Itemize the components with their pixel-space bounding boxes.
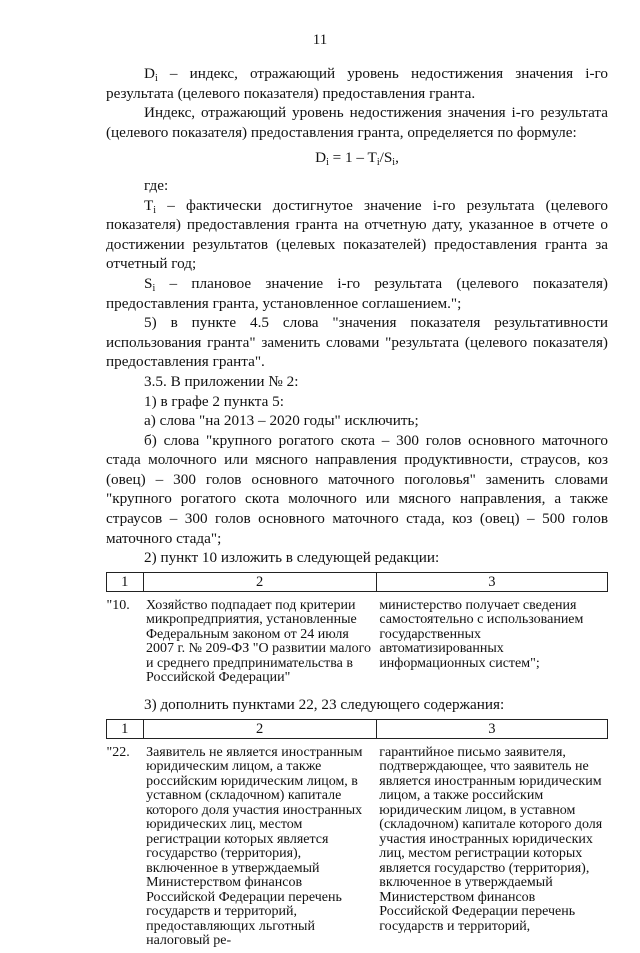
table-header-row — [107, 719, 608, 738]
paragraph-index-formula-intro: Индекс, отражающий уровень недостижения значения i-го результата (целевого показателя) предоставления гранта, определяется по формуле: — [106, 104, 608, 141]
paragraph-3-5: 3.5. В приложении № 2: — [144, 372, 299, 390]
table-header-cell: 3 — [376, 719, 607, 738]
paragraph-d-definition: $D_i$ – индекс, отражающий уровень недостижения значения i-го результата (целевого показателя) предоставления гранта. — [106, 65, 608, 102]
paragraph-items-22-23: 3) дополнить пунктами 22, 23 следующего содержания: — [144, 696, 505, 714]
table-item-22 — [106, 719, 608, 949]
table-header-cell: 1 — [107, 572, 144, 591]
table-header-row — [107, 572, 608, 591]
paragraph-item-10: 2) пункт 10 изложить в следующей редакции: — [144, 549, 440, 567]
table-row — [107, 591, 608, 691]
table-cell: министерство получает сведения самостоятельно с использованием государственных автоматизированных информационных систем"; — [379, 597, 584, 671]
table-cell: "22. — [106, 744, 130, 760]
table-cell: гарантийное письмо заявителя, подтверждающее, что заявитель не является иностранным юридическим лицом, а также российским юридическим лицом, в уставном (складочном) капитале которого доля участия иностранных юридических лиц, местом регистрации которых является государство (территория), включенное в утверждаемый Министерством финансов Российской Федерации перечень государств и территорий, — [379, 744, 603, 934]
document-body — [106, 64, 608, 953]
table-item-10 — [106, 572, 608, 692]
paragraph-s-definition: $S_i$ – плановое значение i-го результата (целевого показателя) предоставления гранта, установленное соглашением."; — [106, 274, 608, 312]
paragraph-column-2: 1) в графе 2 пункта 5: — [144, 392, 284, 410]
paragraph-where: где: — [144, 176, 169, 194]
table-header-cell: 2 — [143, 572, 376, 591]
table-row — [107, 738, 608, 949]
paragraph-t-definition: $T_i$ – фактически достигнутое значение i-го результата (целевого показателя) предоставления гранта на отчетную дату, указанное в отчете о достижении результатов (целевых показателей) предоставления гранта за отчетный год; — [106, 196, 608, 273]
paragraph-item-5: 5) в пункте 4.5 слова "значения показателя результативности использования гранта" заменить словами "результата (целевого показателя) предоставления гранта". — [106, 314, 608, 371]
table-cell: Хозяйство подпадает под критерии микропредприятия, установленные Федеральным законом от 24 июля 2007 г. № 209-ФЗ "О развитии малого и среднего предпринимательства в Российской Федерации" — [146, 597, 372, 686]
table-header-cell: 3 — [376, 572, 607, 591]
formula: $D_i = 1 - T_i/S_i$, — [315, 149, 399, 169]
page-number: 11 — [312, 32, 328, 48]
table-cell: "10. — [106, 597, 130, 613]
paragraph-b: б) слова "крупного рогатого скота – 300 голов основного маточного стада молочного или мясного направления продуктивности, страусов, коз (овец) – 300 голов основного маточного поголовья" заменить словами "крупного рогатого скота молочного или мясного направления, а также страусов – 300 голов основного маточного стада, коз (овец) – 500 голов маточного стада"; — [106, 431, 608, 547]
table-cell: Заявитель не является иностранным юридическим лицом, а также российским юридическим лицом, в уставном (складочном) капитале которого доля участия иностранных юридических лиц, местом регистрации которых является государство (территория), включенное в утверждаемый Министерством финансов Российской Федерации перечень государств и территорий, предоставляющих льготный налоговый ре- — [146, 744, 363, 949]
table-header-cell: 1 — [107, 719, 144, 738]
paragraph-a: а) слова "на 2013 – 2020 годы" исключить; — [144, 412, 419, 430]
table-header-cell: 2 — [143, 719, 376, 738]
